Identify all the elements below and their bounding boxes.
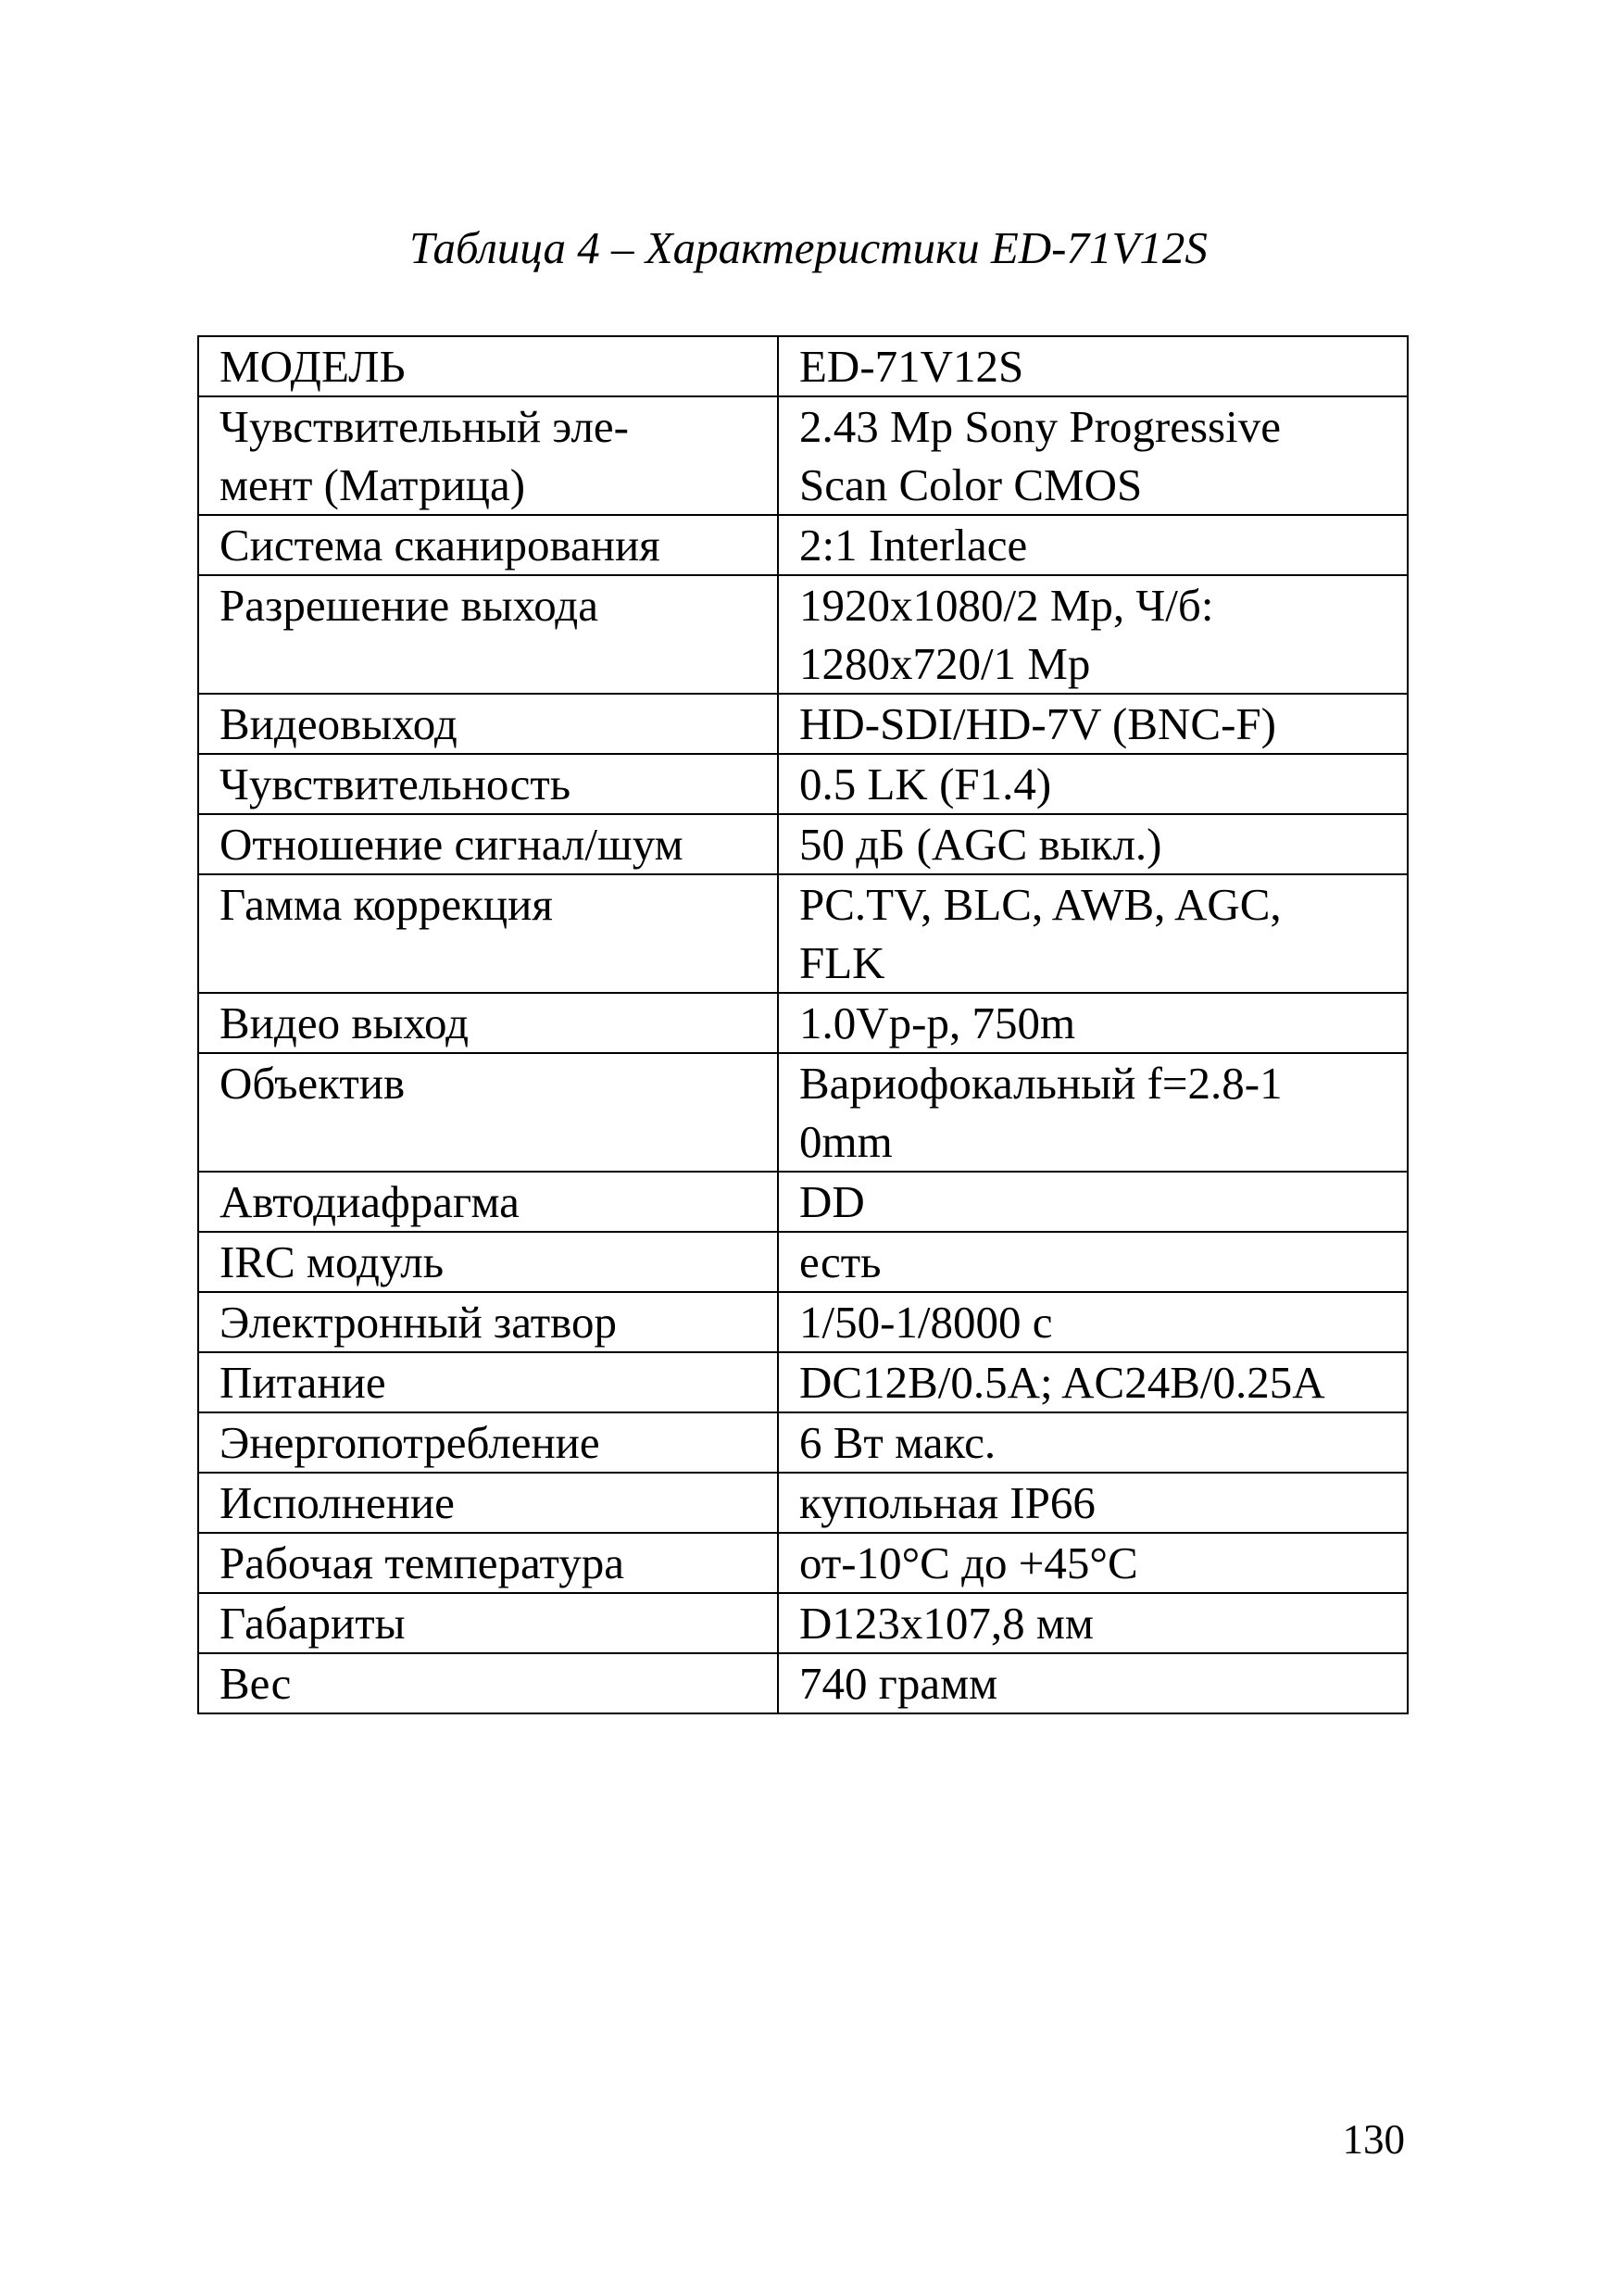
parameter-cell: Разрешение выхода [198, 575, 778, 694]
value-cell: есть [778, 1232, 1408, 1292]
parameter-cell: Гамма коррекция [198, 874, 778, 993]
value-cell: 1/50-1/8000 c [778, 1292, 1408, 1352]
table-row [198, 1412, 1408, 1473]
table-row [198, 1232, 1408, 1292]
table-row [198, 1473, 1408, 1533]
value-cell: DD [778, 1172, 1408, 1232]
table-row [198, 575, 1408, 694]
value-cell: 6 Вт макс. [778, 1412, 1408, 1473]
table-row [198, 1352, 1408, 1412]
value-cell: Вариофокальный f=2.8-1 0mm [778, 1053, 1408, 1172]
specifications-table-body [198, 336, 1408, 1713]
value-cell: 50 дБ (AGC выкл.) [778, 814, 1408, 874]
parameter-cell: Вес [198, 1653, 778, 1713]
parameter-cell: МОДЕЛЬ [198, 336, 778, 396]
value-cell: 2:1 Interlace [778, 515, 1408, 575]
parameter-cell: Видеовыход [198, 694, 778, 754]
table-row [198, 754, 1408, 814]
parameter-cell: Рабочая температура [198, 1533, 778, 1593]
parameter-cell: Объектив [198, 1053, 778, 1172]
parameter-cell: Энергопотребление [198, 1412, 778, 1473]
parameter-cell: Чувствительный эле- мент (Матрица) [198, 396, 778, 515]
table-row [198, 1172, 1408, 1232]
parameter-cell: Видео выход [198, 993, 778, 1053]
specifications-table [197, 335, 1409, 1714]
table-row [198, 874, 1408, 993]
value-cell: купольная IP66 [778, 1473, 1408, 1533]
value-cell: PC.TV, BLC, AWB, AGC, FLK [778, 874, 1408, 993]
value-cell: 2.43 Mp Sony Progressive Scan Color CMOS [778, 396, 1408, 515]
parameter-cell: Электронный затвор [198, 1292, 778, 1352]
parameter-cell: Система сканирования [198, 515, 778, 575]
table-row [198, 1292, 1408, 1352]
value-cell: 1.0Vp-p, 750m [778, 993, 1408, 1053]
parameter-cell: Питание [198, 1352, 778, 1412]
table-row [198, 1533, 1408, 1593]
table-row [198, 515, 1408, 575]
table-row [198, 1053, 1408, 1172]
value-cell: 0.5 LK (F1.4) [778, 754, 1408, 814]
parameter-cell: Чувствительность [198, 754, 778, 814]
parameter-cell: Отношение сигнал/шум [198, 814, 778, 874]
table-row [198, 1653, 1408, 1713]
value-cell: HD-SDI/HD-7V (BNC-F) [778, 694, 1408, 754]
parameter-cell: Габариты [198, 1593, 778, 1653]
value-cell: 1920х1080/2 Mp, Ч/б: 1280х720/1 Mp [778, 575, 1408, 694]
value-cell: DC12B/0.5A; AC24B/0.25A [778, 1352, 1408, 1412]
table-row [198, 336, 1408, 396]
value-cell: от-10°C до +45°C [778, 1533, 1408, 1593]
table-row [198, 694, 1408, 754]
value-cell: D123х107,8 мм [778, 1593, 1408, 1653]
page-number: 130 [1342, 2116, 1405, 2163]
table-row [198, 993, 1408, 1053]
table-row [198, 814, 1408, 874]
table-row [198, 396, 1408, 515]
value-cell: 740 грамм [778, 1653, 1408, 1713]
value-cell: ED-71V12S [778, 336, 1408, 396]
parameter-cell: Автодиафрагма [198, 1172, 778, 1232]
parameter-cell: IRC модуль [198, 1232, 778, 1292]
table-row [198, 1593, 1408, 1653]
table-caption: Таблица 4 – Характеристики ED-71V12S [409, 222, 1208, 273]
parameter-cell: Исполнение [198, 1473, 778, 1533]
